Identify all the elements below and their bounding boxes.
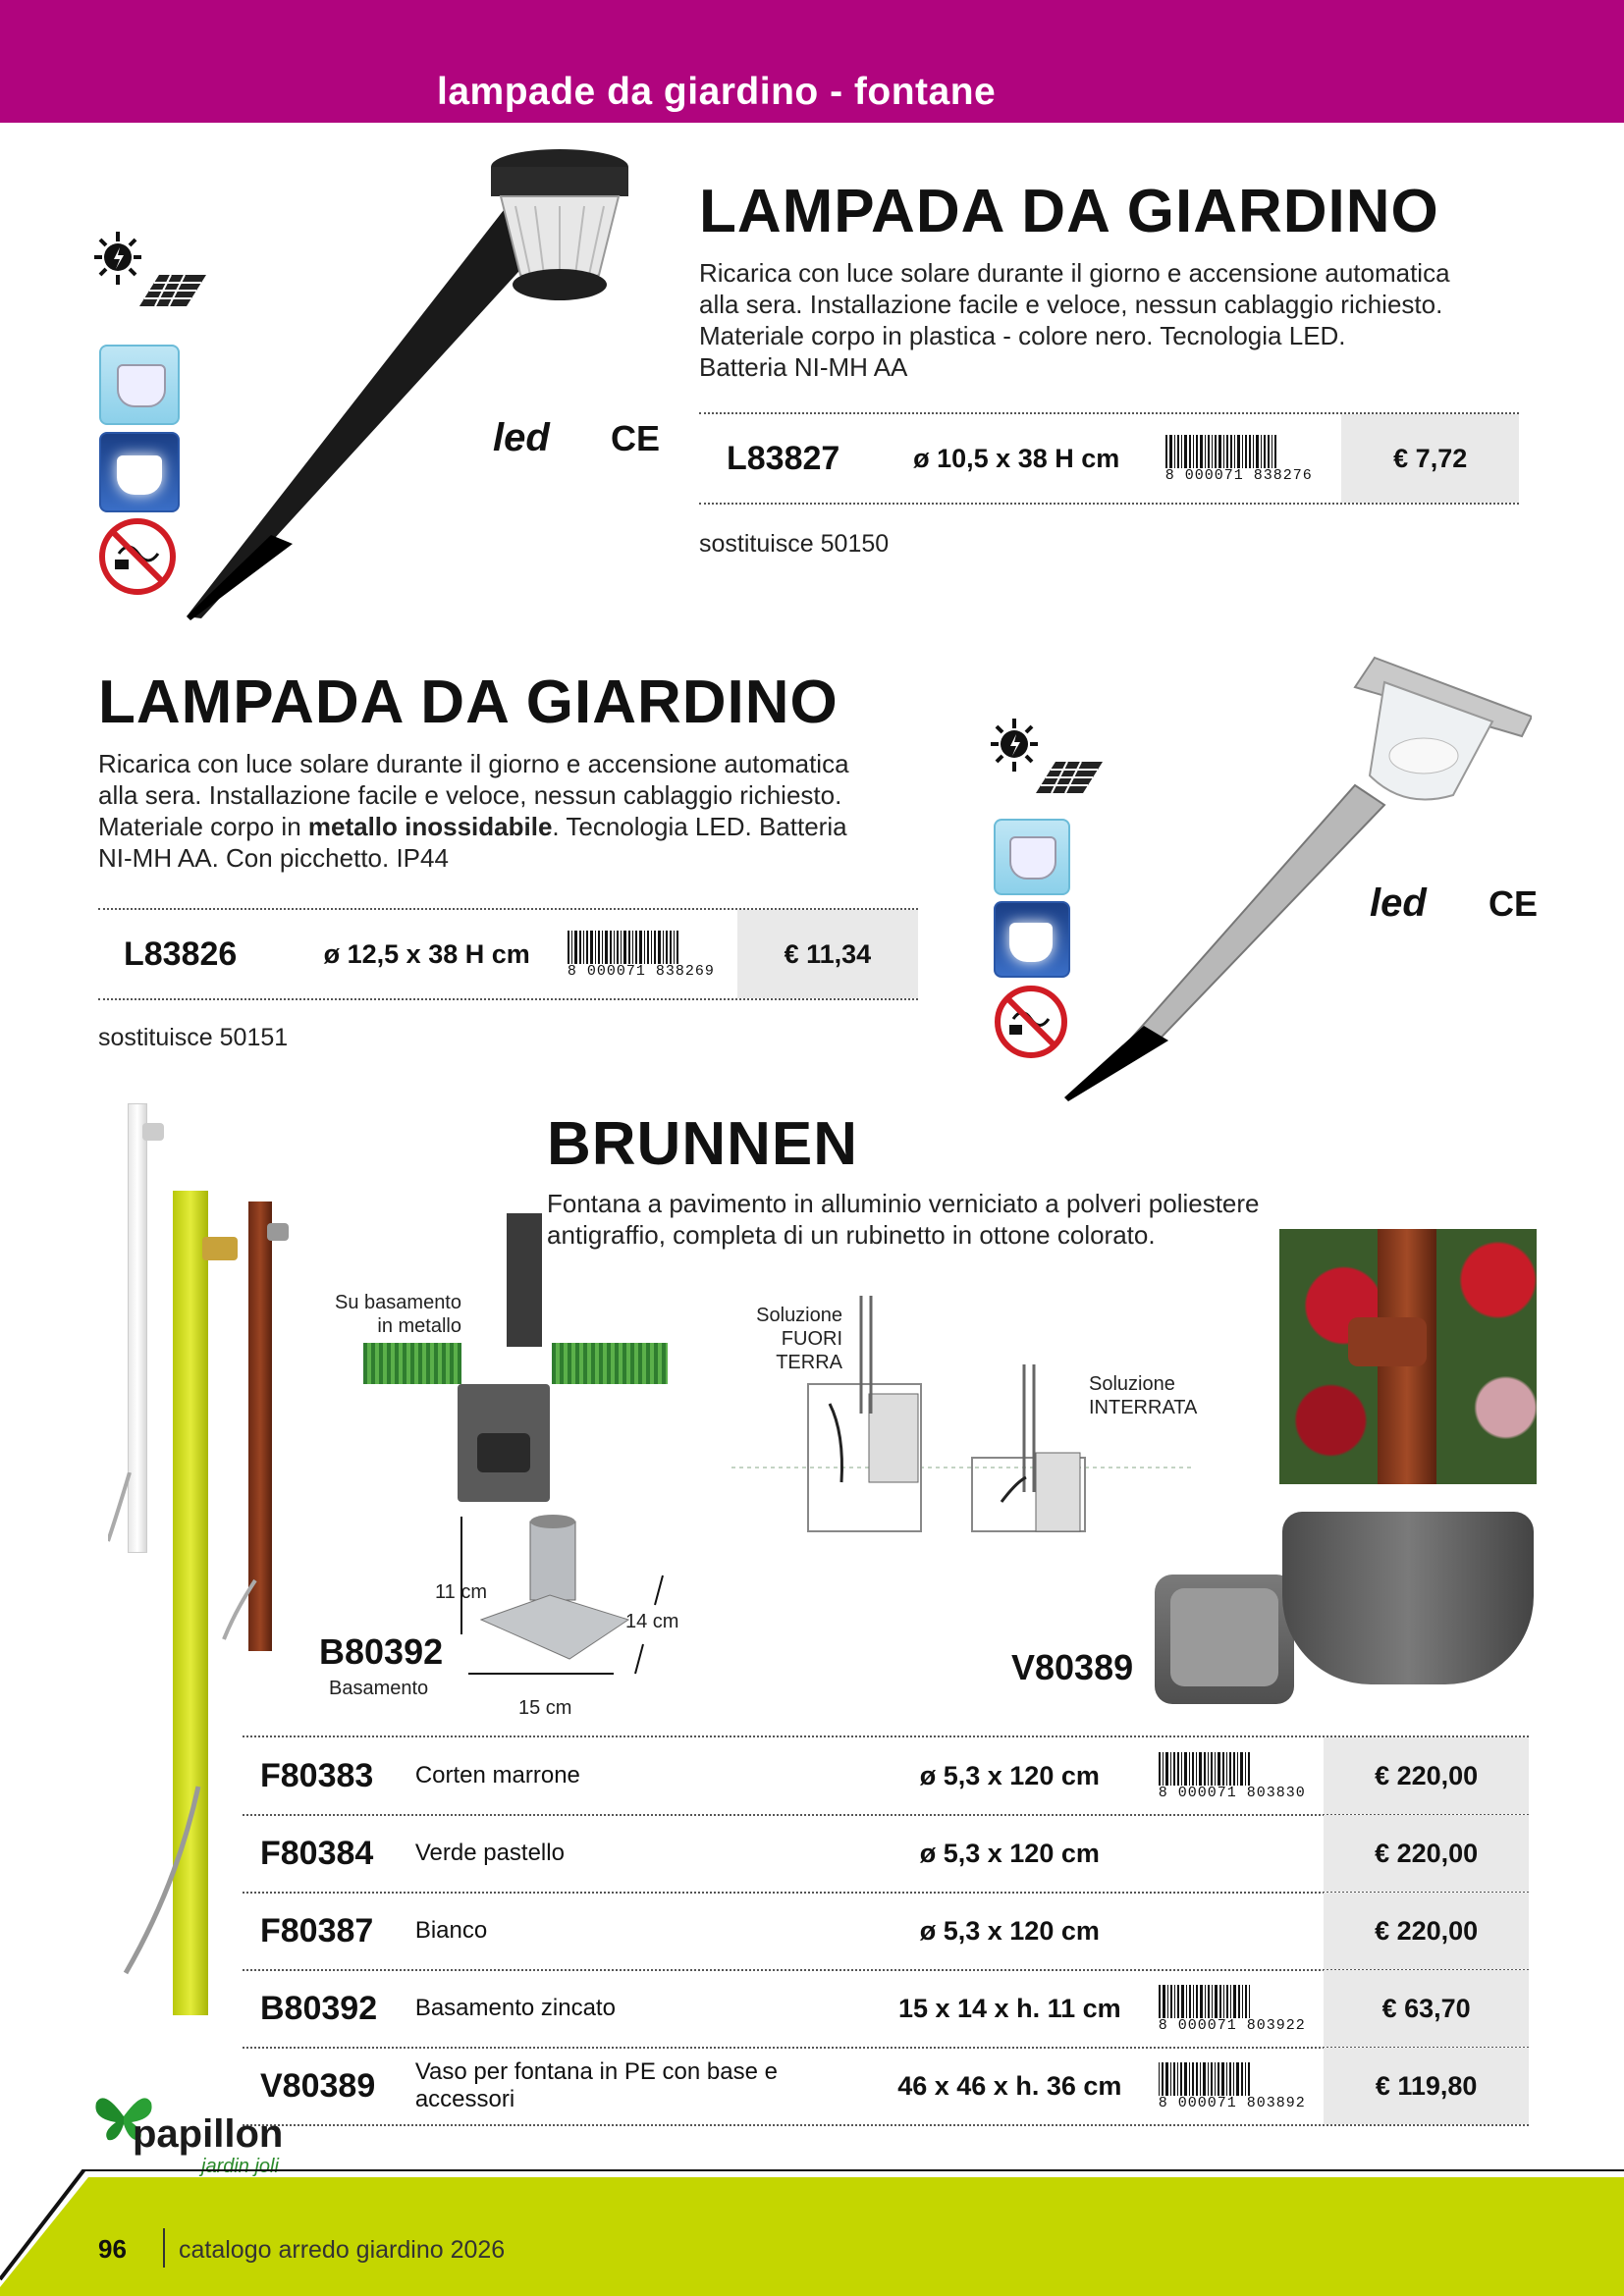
product-title: BRUNNEN (547, 1110, 858, 1178)
product-description: Fontana a pavimento in alluminio verniciato a polveri poliestere antigraffio, completa di un rubinetto in ottone colorato. (547, 1189, 1260, 1250)
replaces-note: sostituisce 50151 (98, 1024, 289, 1051)
row-dim: ø 5,3 x 120 cm (919, 1838, 1100, 1868)
row-price: € 220,00 (1324, 1815, 1529, 1892)
row-dim: 46 x 46 x h. 36 cm (897, 2070, 1122, 2101)
row-code: F80383 (260, 1756, 374, 1794)
product-row (98, 908, 918, 1000)
night-icon (99, 432, 180, 512)
replaces-note: sostituisce 50150 (699, 530, 890, 558)
barcode: 8 000071 803830 (1140, 1752, 1324, 1799)
day-icon (99, 345, 180, 425)
row-desc: Bianco (414, 1917, 488, 1944)
product-dimensions: ø 10,5 x 38 H cm (913, 443, 1120, 473)
base-code: B80392 (319, 1631, 444, 1672)
row-price: € 119,80 (1324, 2048, 1529, 2124)
product-price: € 7,72 (1341, 414, 1519, 503)
section-title: lampade da giardino - fontane (437, 71, 997, 113)
steel-solar-lamp-image (1060, 638, 1532, 1109)
table-row (243, 1970, 1529, 2049)
barcode: 8 000071 838269 (568, 931, 730, 978)
row-price: € 63,70 (1324, 1970, 1529, 2047)
table-row (243, 1815, 1529, 1894)
row-price: € 220,00 (1324, 1893, 1529, 1969)
product-code: L83826 (124, 934, 238, 973)
table-row (243, 1737, 1529, 1816)
product-price: € 11,34 (737, 910, 918, 998)
row-dim: ø 5,3 x 120 cm (919, 1760, 1100, 1790)
table-row (243, 2048, 1529, 2126)
product-row (699, 412, 1519, 505)
fountain-photo (1279, 1229, 1537, 1484)
row-code: F80384 (260, 1834, 374, 1872)
page-number: 96 (98, 2234, 127, 2264)
black-solar-lamp-image (177, 147, 668, 628)
vase-image (1282, 1512, 1534, 1684)
grass-image (363, 1343, 461, 1384)
solution-above-ground-label: Soluzione FUORI TERRA (756, 1305, 842, 1373)
row-dim: ø 5,3 x 120 cm (919, 1915, 1100, 1946)
tap-icon (267, 1223, 289, 1241)
row-dim: 15 x 14 x h. 11 cm (897, 1993, 1121, 2023)
barcode: 8 000071 803892 (1140, 2062, 1324, 2109)
grass-image (552, 1343, 668, 1384)
row-code: B80392 (260, 1989, 378, 2027)
product-title: LAMPADA DA GIARDINO (699, 178, 1439, 245)
tap-icon (202, 1237, 238, 1260)
logo-tagline: jardin joli (201, 2156, 279, 2177)
post-on-base-image (507, 1213, 542, 1347)
product-title: LAMPADA DA GIARDINO (98, 668, 839, 736)
footer-band (0, 2169, 1624, 2296)
ce-mark: CE (1489, 883, 1539, 924)
led-logo: led (1370, 881, 1427, 925)
table-row (243, 1893, 1529, 1971)
row-price: € 220,00 (1324, 1737, 1529, 1814)
concrete-block-image (458, 1384, 550, 1502)
row-desc: Verde pastello (414, 1840, 565, 1866)
row-code: F80387 (260, 1911, 374, 1949)
installation-diagram (731, 1286, 1193, 1561)
row-desc: Vaso per fontana in PE con base e accessori (414, 2058, 778, 2112)
no-cable-icon (992, 983, 1070, 1061)
vase-code: V80389 (1011, 1647, 1134, 1687)
base-height-label: 11 cm (435, 1581, 487, 1603)
solution-underground-label: Soluzione INTERRATA (1089, 1373, 1198, 1418)
tap-icon (142, 1123, 164, 1141)
base-name: Basamento (329, 1678, 429, 1699)
row-desc: Corten marrone (414, 1762, 580, 1789)
logo-wordmark: papillon (133, 2112, 284, 2156)
vase-base-image (1155, 1575, 1294, 1704)
product-description: Ricarica con luce solare durante il giorno e accensione automatica alla sera. Installazione facile e veloce, nessun cablaggio richiesto. Materiale corpo in plastica - colore nero. Tecnologia LED. Batteria NI-MH AA (699, 258, 1450, 382)
product-description: Ricarica con luce solare durante il giorno e accensione automatica alla sera. Installazione facile e veloce, nessun cablaggio richiesto. Materiale corpo in metallo inossidabile. Tecnologia LED. Batteria NI-MH AA. Con picchetto. IP44 (98, 749, 849, 873)
row-code: V80389 (260, 2066, 376, 2105)
footer-text: catalogo arredo giardino 2026 (179, 2236, 506, 2264)
no-cable-icon (97, 516, 178, 597)
footer-divider (163, 2228, 165, 2268)
base-label: Su basamento in metallo (335, 1292, 461, 1337)
ce-mark: CE (611, 418, 661, 458)
base-depth-label: 14 cm (625, 1611, 679, 1632)
product-code: L83827 (727, 439, 840, 477)
product-dimensions: ø 12,5 x 38 H cm (323, 938, 530, 969)
barcode: 8 000071 803922 (1140, 1985, 1324, 2032)
base-width-label: 15 cm (518, 1697, 572, 1719)
day-icon (994, 819, 1070, 895)
night-icon (994, 901, 1070, 978)
led-logo: led (493, 416, 550, 459)
row-desc: Basamento zincato (414, 1995, 616, 2021)
barcode: 8 000071 838276 (1165, 435, 1325, 482)
